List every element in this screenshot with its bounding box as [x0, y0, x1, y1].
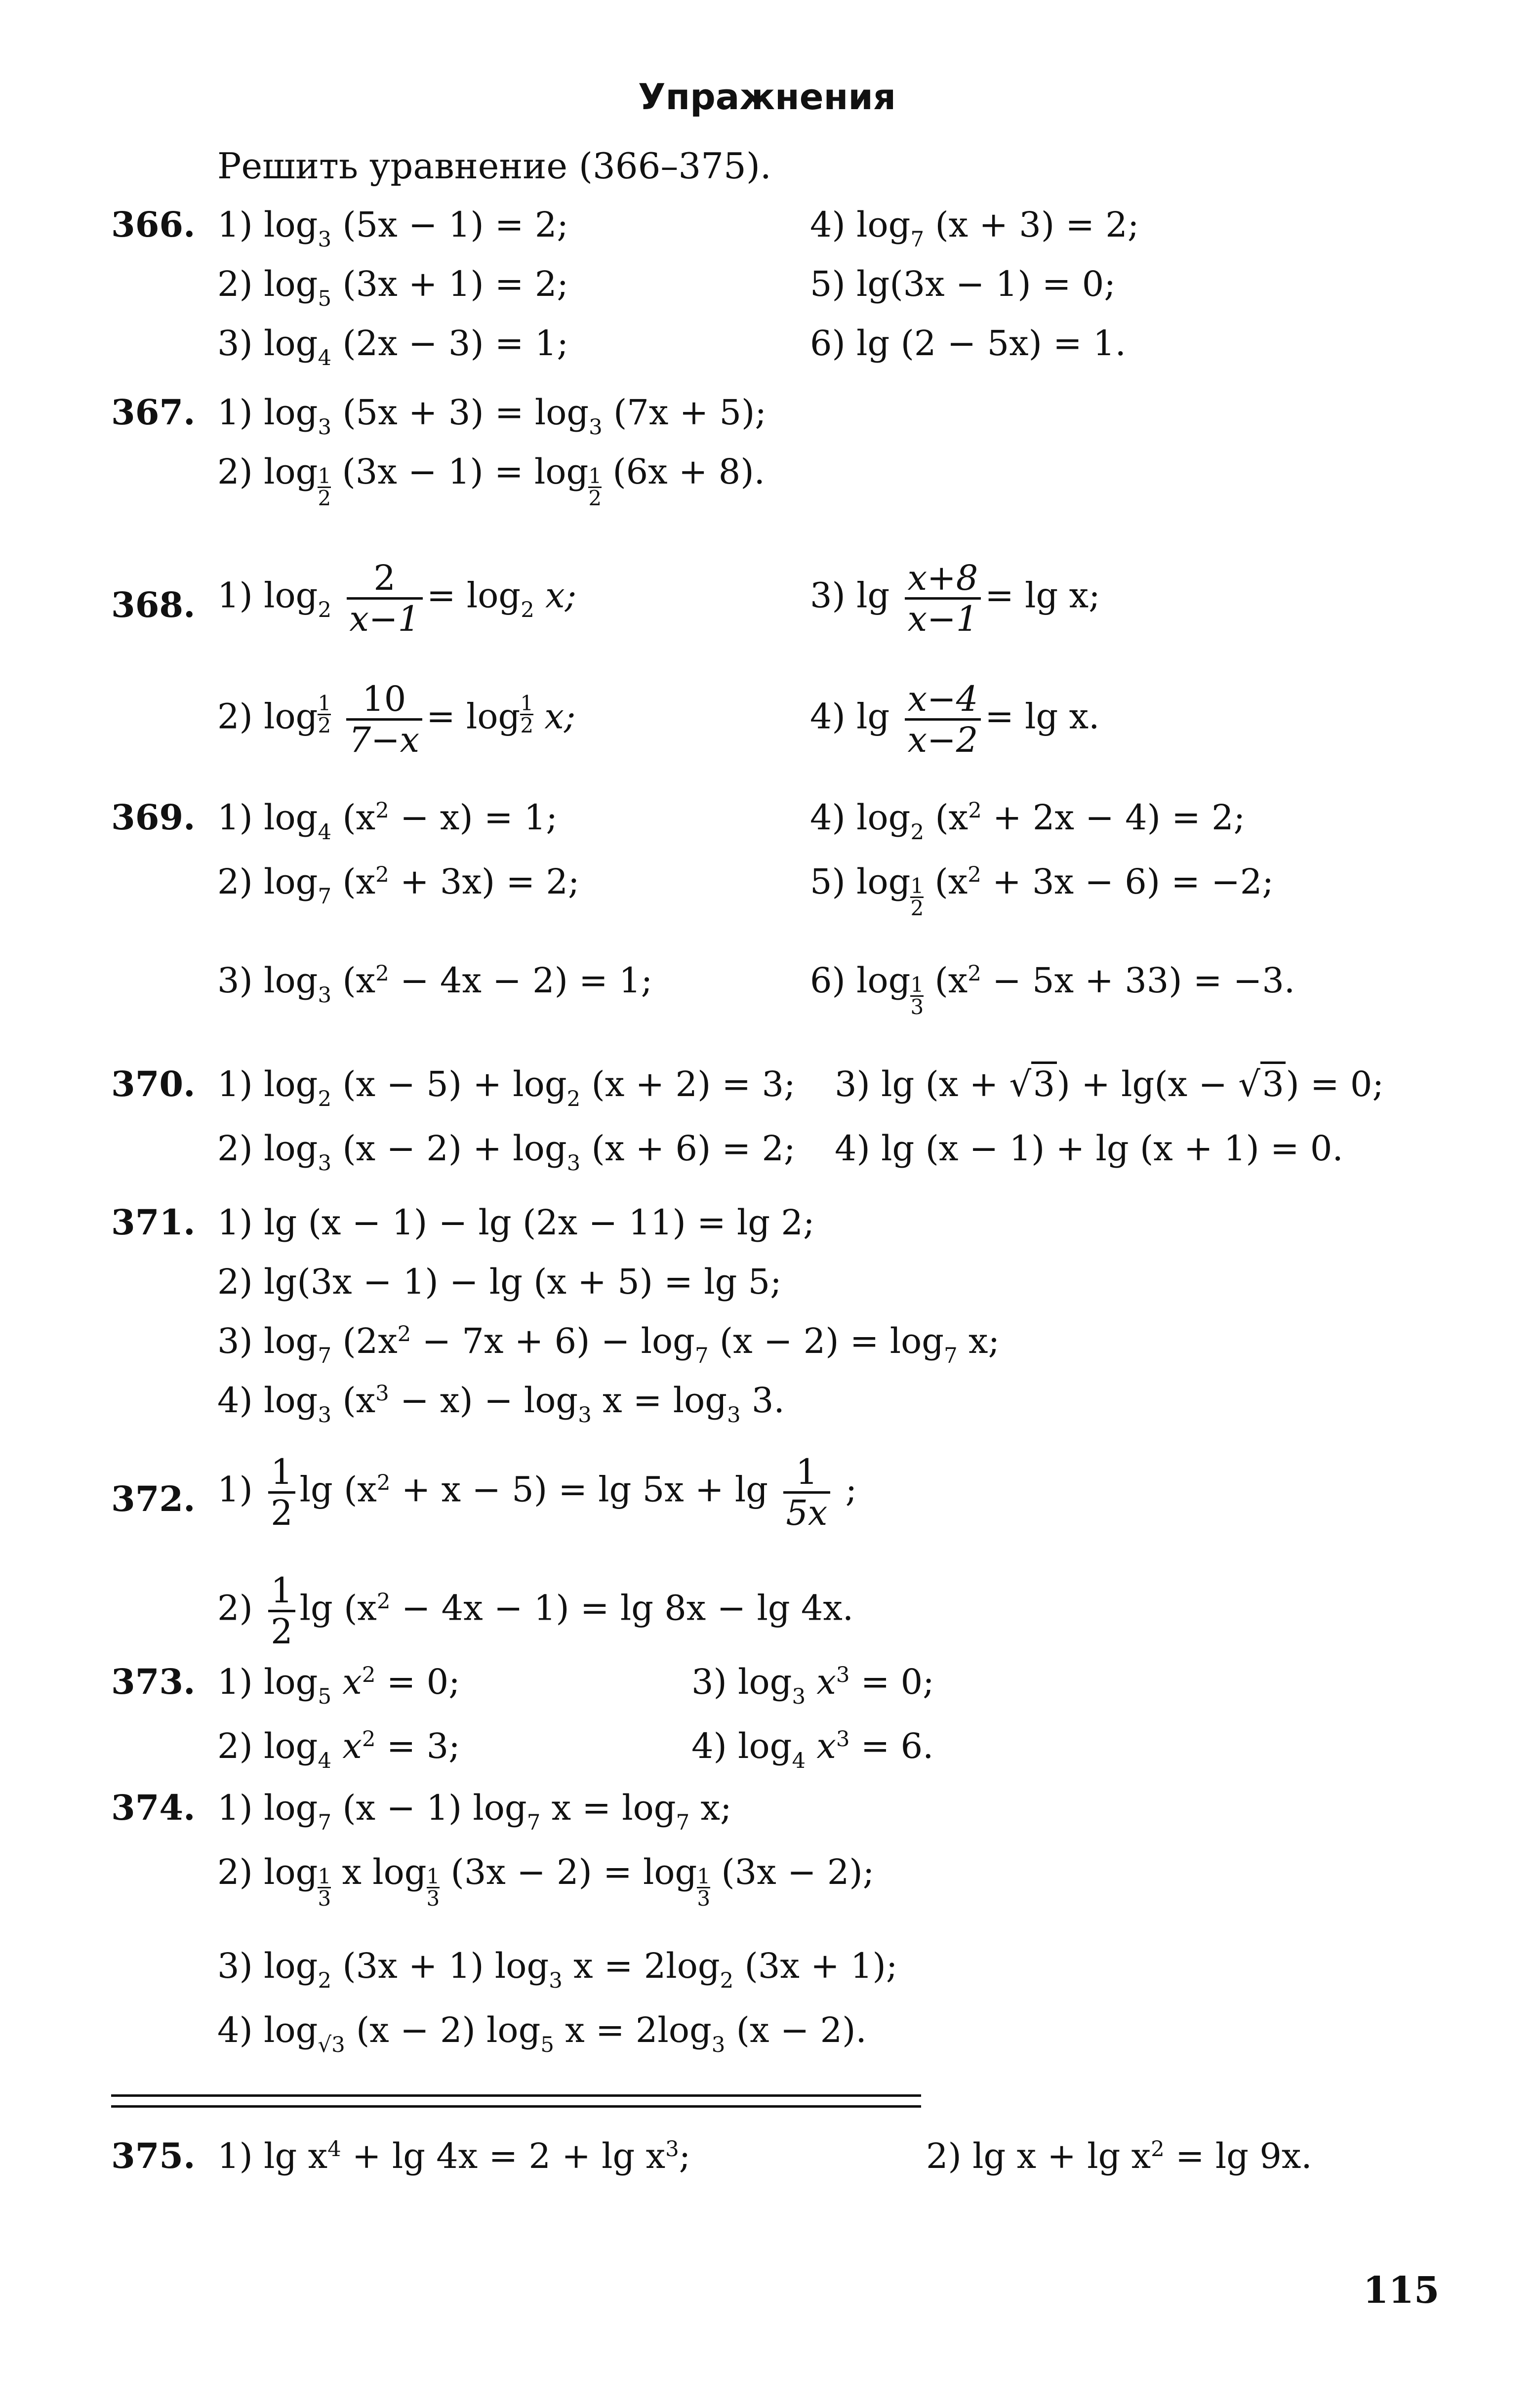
exercise-number-370: 370. [111, 1063, 196, 1104]
equation-370-2: 2) $\log_3 (x - 2) + \log_3 (x + 6) = 2$; [217, 1128, 796, 1176]
equation-369-2: 2) $\log_7 (x^2 + 3x) = 2$; [217, 861, 580, 909]
equation-373-2: 2) $\log_4 x^2 = 3$; [217, 1726, 460, 1773]
equation-375-1: 1) $\lg x^4 + \lg 4x = 2 + \lg x^3$; [217, 2136, 691, 2176]
equation-374-1: 1) $\log_7 (x - 1)$ $\log_7 x = \log_7 x$; [217, 1788, 732, 1835]
exercise-number-372: 372. [111, 1478, 196, 1519]
equation-374-2: 2) log $\frac{1}{3}$ x log $\frac{1}{3}$ (3x − 2) = log $\frac{1}{3}$ (3x − 2); [217, 1852, 875, 1911]
equation-370-1: 1) $\log_2 (x - 5) + \log_2 (x + 2) = 3$; [217, 1064, 796, 1111]
sqrt-3: √3 [1238, 1067, 1286, 1102]
equation-367-2: 2) log $\frac{1}{2}$ (3x − 1) = log $\frac{1}{2}$ (6x + 8). [217, 451, 765, 511]
exercise-number-375: 375. [111, 2135, 196, 2176]
exercise-number-373: 373. [111, 1661, 196, 1702]
exercise-number-369: 369. [111, 797, 196, 838]
equation-366-6: 6) lg (2 − 5x) = 1. [810, 323, 1126, 364]
equation-368-3: 3) lg $\frac{x+8}{x-1}$ = lg x; [810, 558, 1100, 640]
equation-372-1: 1) $\frac{1}{2}$ $\lg (x^2 + x - 5) = \lg 5x + \lg$ $\frac{1}{5x}$ ; [217, 1452, 857, 1534]
separator-rule [111, 2094, 921, 2097]
equation-370-4: 4) lg (x − 1) + lg (x + 1) = 0. [835, 1128, 1343, 1169]
equation-373-4: 4) $\log_4 x^3 = 6$. [691, 1726, 934, 1773]
equation-368-4: 4) lg $\frac{x-4}{x-2}$ = lg x. [810, 679, 1100, 761]
separator-rule [111, 2105, 921, 2108]
equation-366-4: 4) $\log_7 (x + 3) = 2$; [810, 204, 1139, 252]
exercise-number-371: 371. [111, 1202, 196, 1243]
equation-371-2: 2) lg(3x − 1) − lg (x + 5) = lg 5; [217, 1262, 782, 1302]
equation-371-4: 4) $\log_3 (x^3 - x) - \log_3 x = \log_3 3$. [217, 1380, 785, 1428]
equation-369-5: 5) log $\frac{1}{2}$ $(x^2 + 3x - 6) = -2$; [810, 861, 1274, 921]
equation-370-3: 3) lg (x + √3) + lg(x − √3) = 0; [835, 1067, 1384, 1102]
sqrt-3: √3 [1009, 1067, 1057, 1102]
instructions: Решить уравнение (366–375). [217, 145, 771, 187]
equation-371-3: 3) $\log_7 (2x^2 - 7x + 6) - \log_7 (x - 2) = \log_7 x$; [217, 1321, 1000, 1368]
exercise-number-368: 368. [111, 584, 196, 625]
equation-369-4: 4) $\log_2 (x^2 + 2x - 4) = 2$; [810, 797, 1246, 845]
equation-372-2: 2) $\frac{1}{2}$ $\lg (x^2 - 4x - 1) = \lg 8x - \lg 4x$. [217, 1570, 854, 1652]
equation-369-6: 6) log $\frac{1}{3}$ $(x^2 - 5x + 33) = -3$. [810, 960, 1295, 1020]
equation-366-5: 5) lg(3x − 1) = 0; [810, 264, 1116, 304]
section-heading: Упражнения [638, 76, 896, 118]
exercise-number-374: 374. [111, 1787, 196, 1828]
equation-374-3: 3) $\log_2 (3x + 1)$ $\log_3 x = 2\log_2$ (3x + 1); [217, 1946, 898, 1993]
exercise-number-366: 366. [111, 204, 196, 245]
equation-366-3: 3) $\log_4 (2x - 3) = 1$; [217, 323, 568, 370]
equation-373-3: 3) $\log_3 x^3 = 0$; [691, 1662, 934, 1709]
equation-369-3: 3) $\log_3 (x^2 - 4x - 2) = 1$; [217, 960, 653, 1008]
equation-375-2: 2) $\lg x + \lg x^2 = \lg 9x$. [926, 2136, 1312, 2176]
equation-368-1: 1) $\log_2$ $\frac{2}{x-1}$ = $\log_2 x$; [217, 558, 577, 640]
equation-366-1: 1) $\log_3 (5x - 1) = 2$; [217, 204, 568, 252]
page-number: 115 [1363, 2269, 1440, 2312]
equation-373-1: 1) $\log_5 x^2 = 0$; [217, 1662, 460, 1709]
equation-374-4: 4) $\log_{√3} (x - 2)$ $\log_5 x = 2\log_3$ (x − 2). [217, 2010, 867, 2057]
equation-369-1: 1) $\log_4 (x^2 - x) = 1$; [217, 797, 558, 845]
equation-368-2: 2) log $\frac{1}{2}$ $\frac{10}{7-x}$ = log $\frac{1}{2}$ x; [217, 679, 576, 761]
exercise-number-367: 367. [111, 392, 196, 433]
equation-371-1: 1) lg (x − 1) − lg (2x − 11) = lg 2; [217, 1202, 815, 1243]
equation-367-1: 1) $\log_3 (5x + 3) = \log_3 (7x + 5)$; [217, 392, 767, 440]
equation-366-2: 2) $\log_5 (3x + 1) = 2$; [217, 264, 568, 311]
